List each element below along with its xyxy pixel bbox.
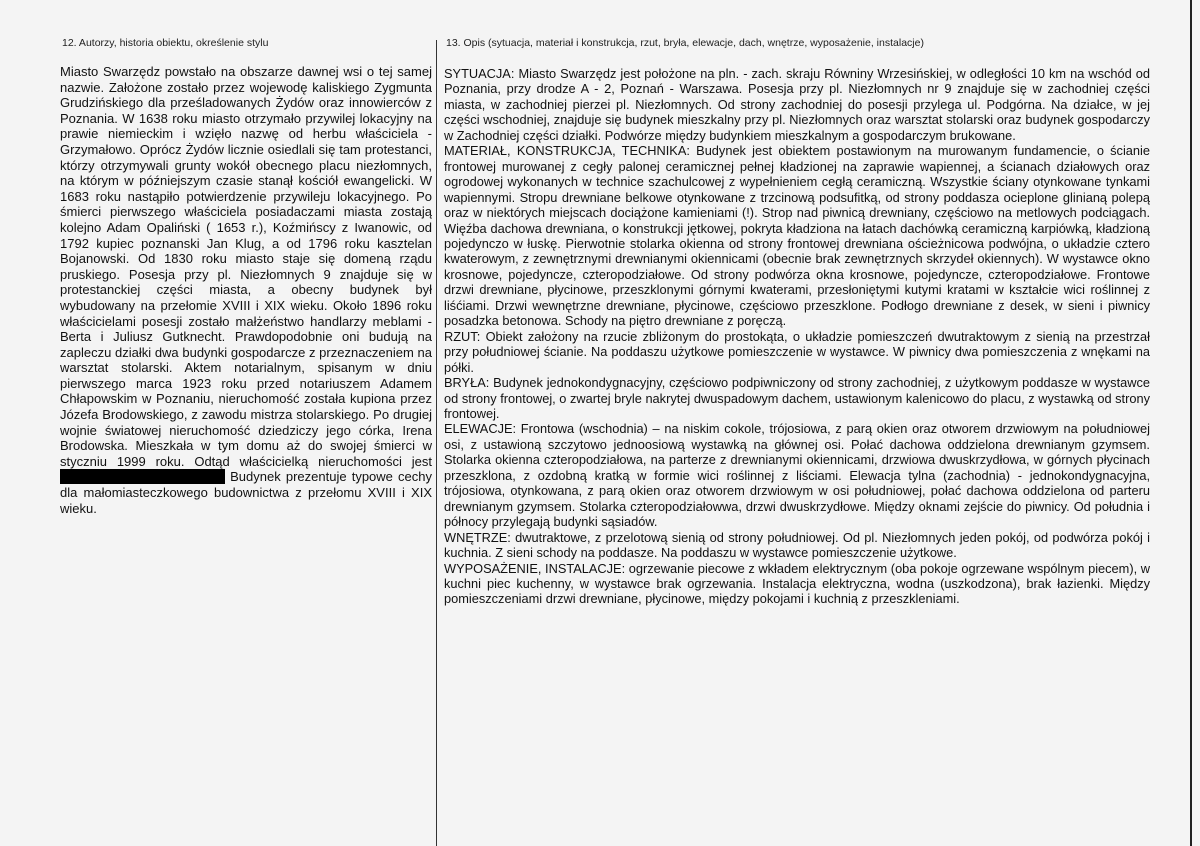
section-label: WNĘTRZE: <box>444 529 511 545</box>
section-12-heading: 12. Autorzy, historia obiektu, określenie stylu <box>62 37 269 49</box>
description-column <box>444 66 1150 607</box>
section-label: SYTUACJA: <box>444 66 515 81</box>
description-bryla <box>444 375 1150 421</box>
section-label: ELEWACJE: <box>444 421 517 437</box>
history-paragraph <box>60 64 432 516</box>
section-13-heading: 13. Opis (sytuacja, materiał i konstrukcja, rzut, bryła, elewacje, dach, wnętrze, wyposażenie, instalacje) <box>446 37 924 49</box>
section-text: Budynek jednokondygnacyjny, częściowo podpiwniczony od strony zachodniej, z użytkowym poddasze w wystawce od strony frontowej, o zwartej bryle nakrytej dwuspadowym dachem, ustawionym kalenicowo do placu, z wystawką od strony frontowej. <box>444 375 1150 421</box>
section-text: Obiekt założony na rzucie zbliżonym do prostokąta, o układzie pomieszczeń dwutraktowym z sienią na przestrzał przy południowej ścianie. Na poddaszu użytkowe pomieszczenie w wystawce. W piwnicy dwa pomieszczenia z wnękami na półki. <box>444 328 1150 375</box>
redaction-block <box>60 469 225 484</box>
description-sytuacja <box>444 66 1150 143</box>
page-edge-line <box>1190 0 1192 846</box>
history-text-continued: Budynek prezentuje typowe cechy dla małomiasteczkowego budownictwa z przełomu XVIII i XIX wieku. <box>60 469 432 516</box>
history-column <box>60 64 432 516</box>
section-label: RZUT: <box>444 328 481 344</box>
description-elewacje <box>444 421 1150 529</box>
section-text: ogrzewanie piecowe z wkładem elektrycznym (oba pokoje ogrzewane wspólnym piecem), w kuchni piec kuchenny, w wystawce brak ogrzewania. Instalacja elektryczna, wodna (uszkodzona), brak łazienki. Między pomieszczeniami drzwi drewniane, płycinowe, między pokojami i kuchnią z przeszkleniami. <box>444 560 1151 607</box>
description-rzut <box>444 329 1150 375</box>
section-text: Miasto Swarzędz jest położone na pln. - zach. skraju Równiny Wrzesińskiej, w odległości 10 km na wschód od Poznania, przy drodze A - 2, Poznań - Warszawa. Posesja przy pl. Niezłomnych nr 9 znajduje się w zachodniej części miasta, w zachodniej pierzei pl. Niezłomnych. Od strony zachodniej do posesji przylega ul. Podgórna. Na działce, w jej części wschodniej, znajduje się budynek mieszkalny przy pl. Niezłomnych oraz warsztat stolarski oraz budynek gospodarczy w Zachodniej części działki. Podwórze między budynkiem mieszkalnym a gospodarczym brukowane. <box>444 66 1150 143</box>
section-text: Frontowa (wschodnia) – na niskim cokole, trójosiowa, z parą okien oraz otworem drzwiowym na południowej osi, z ustawioną szczytowo jednoosiową wystawką na głównej osi. Połać dachowa oddzielona drewnianym gzymsem. Stolarka okienna czteropodziałowa, na parterze z drewnianymi okiennicami, drzwiowa dwuskrzydłowa, w górnych płycinach przeszklona, z ozdobną kratką w formie wici roślinnej z liściami. Elewacja tylna (zachodnia) - jednokondygnacyjna, trójosiowa, otynkowana, z parą okien oraz otworem drzwiowym w osi południowej, połać dachowa oddzielona od parteru drewnianym gzymsem. Stolarka czteropodziałowwa, drzwi dwuskrzydłowe. Między oknami zejście do piwnicy. Od południa i północy przylegają budynki sąsiadów. <box>444 421 1150 530</box>
section-label: MATERIAŁ, KONSTRUKCJA, TECHNIKA: <box>444 143 690 159</box>
column-divider <box>436 40 437 846</box>
section-text: Budynek jest obiektem postawionym na murowanym fundamencie, o ścianie frontowej murowanej z cegły palonej ceramicznej pełnej kładzionej na zaprawie wapiennej, a ścianach działowych oraz ogrodowej wykonanych w technice szachulcowej z wypełnieniem cegłą ceramiczną. Wszystkie ściany otynkowane tynkami wapiennymi. Stropu drewniane belkowe otynkowane z trzcinową podsufitką, od strony poddasza ocieplone glinianą polepą oraz w niektórych miejscach dociążone kamieniami (!). Strop nad piwnicą drewniany, częściowo na metlowych podciągach. Więźba dachowa drewniana, o konstrukcji jętkowej, pokryta kładziona na łatach dachówką ceramiczną karpiówką, kładzioną pojedynczo w łuskę. Pierwotnie stolarka okienna od strony frontowej drewniana ościeżnicowa podwójna, o układzie cztero kwaterowym, z zewnętrznymi drewnianymi okiennicami (obecnie brak zewnętrznych skrzydeł okiennych). W wystawce okno krosnowe, pojedyncze, czteropodziałowe. Od strony podwórza okna krosnowe, pojedyncze, czteropodziałowe. Frontowe drzwi drewniane, płycinowe, przeszklonymi górnymi kwaterami, przesłoniętymi kutymi kratami w kształcie wici roślinnej z liśćiami. Drzwi wewnętrzne drewniane, płycinowe, częściowo przeszklone. Podłogo drewniane z desek, w sieni i piwnicy posadzka betonowa. Schody na piętro drewniane z poręczą. <box>444 143 1150 329</box>
section-label: BRYŁA: <box>444 375 490 391</box>
description-wnetrze <box>444 530 1150 561</box>
section-text: dwutraktowe, z przelotową sienią od strony południowej. Od pl. Niezłomnych jeden pokój, od podwórza pokój i kuchnia. Z sieni schody na poddasze. Na poddaszu w wystawce pomieszczenie użytkowe. <box>444 529 1150 561</box>
section-label: WYPOSAŻENIE, INSTALACJE: <box>444 560 626 576</box>
description-material <box>444 143 1150 328</box>
description-wyposazenie <box>444 561 1150 607</box>
history-text: Miasto Swarzędz powstało na obszarze dawnej wsi o tej samej nazwie. Założone zostało przez wojewodę kaliskiego Zygmunta Grudzińskiego dla prześladowanych Żydów oraz innowierców z Poznania. W 1638 roku miasto otrzymało przywilej lokacyjny na prawie niemieckim i wzięło nazwę od herbu właściciela - Grzymałowo. Oprócz Żydów licznie osiedlali się tam protestanci, którzy otrzymywali grunty wokół obecnego placu niezłomnych, na którym w późniejszym czasie stanął kościół ewangelicki. W 1683 roku nastąpiło potwierdzenie przywileju lokacyjnego. Po śmierci pierwszego właściciela posiadaczami miasta zostają kolejno Adam Opaliński ( 1653 r.), Koźmińscy z Iwanowic, od 1792 kupiec poznanski Jan Klug, a od 1796 roku kasztelan Bojanowski. Od 1830 roku miasto staje się domeną rządu pruskiego. Posesja przy pl. Niezłomnych 9 znajduje się w protestanckiej części miasta, a obecny budynek był wybudowany na przełomie XVIII i XIX wieku. Około 1896 roku właścicielami posesji zostało małżeństwo handlarzy meblami - Berta i Juliusz Gutknecht. Prawdopodobnie oni budują na zapleczu działki dwa budynki gospodarcze z przeznaczeniem na warsztat stolarski. Aktem notarialnym, spisanym w dniu pierwszego marca 1923 roku przed notariuszem Adamem Chłapowskim w Poznaniu, nieruchomość została kupiona przez Józefa Brodowskiego, z zawodu mistrza stolarskiego. Po drugiej wojnie światowej nieruchomość dziedziczy jego córka, Irena Brodowska. Mieszkała w tym domu aż do swojej śmierci w styczniu 1999 roku. Odtąd właścicielką nieruchomości jest <box>60 64 432 469</box>
